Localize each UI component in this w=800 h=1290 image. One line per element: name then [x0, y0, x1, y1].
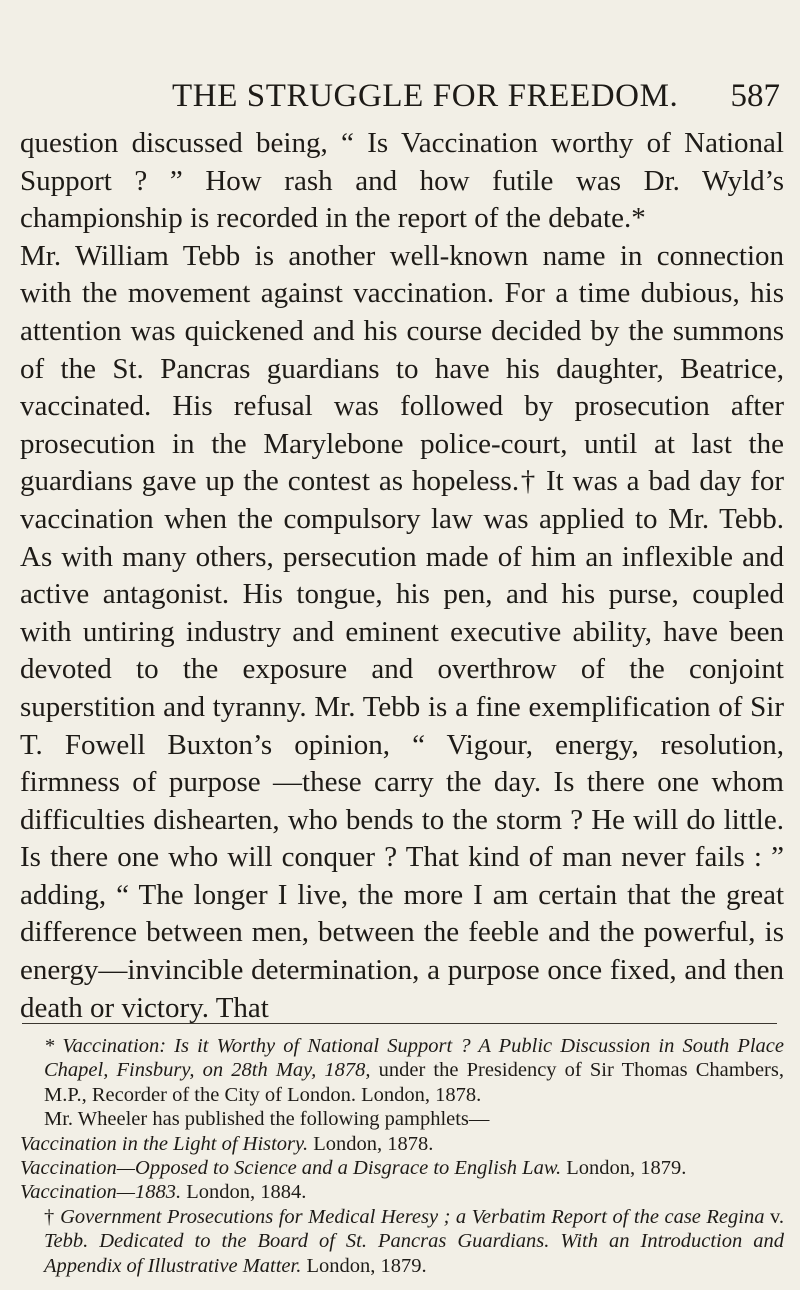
page-number: 587	[730, 78, 780, 114]
pamphlet-item	[20, 1156, 784, 1180]
pamphlet-rest: London, 1884.	[181, 1181, 307, 1204]
footnote-1-rest: under the Presidency of Sir Thomas Chambers, M.P., Recorder of the City of London. London, 1878.	[44, 1059, 784, 1106]
footnote-2-marker: †	[44, 1205, 55, 1228]
running-title: THE STRUGGLE FOR FREEDOM.	[172, 78, 679, 114]
footnote-1-marker: *	[44, 1035, 55, 1057]
footnotes	[20, 1034, 784, 1278]
paragraph-tebb: Mr. William Tebb is another well-known name in connection with the movement against vaccination. For a time dubious, his attention was quickened and his course decided by the summons of the St. Pancras guardians to have his daughter, Beatrice, vaccinated. His refusal was followed by prosecution after prosecution in the Marylebone police-court, until at last the guardians gave up the contest as hopeless.† It was a bad day for vaccination when the compulsory law was applied to Mr. Tebb. As with many others, persecution made of him an inflexible and active antagonist. His tongue, his pen, and his purse, coupled with untiring industry and eminent executive ability, have been devoted to the exposure and overthrow of the conjoint superstition and tyranny. Mr. Tebb is a fine exemplification of Sir T. Fowell Buxton’s opinion, “ Vigour, energy, resolution, firmness of purpose —these carry the day. Is there one whom difficulties dishearten, who bends to the storm ? He will do little. Is there one who will conquer ? That kind of man never fails : ” adding, “ The longer I live, the more I am certain that the great difference between men, between the feeble and the powerful, is energy—invincible determination, a purpose once fixed, and then death or victory. That	[20, 239, 784, 1024]
footnote-2	[20, 1205, 784, 1278]
footnote-2-rest: London, 1879.	[301, 1254, 427, 1277]
footnote-2-mid: v.	[764, 1205, 785, 1228]
footnote-2-title-a: Government Prosecutions for Medical Heresy ; a Verbatim Report of the case Regina	[60, 1205, 765, 1228]
footnote-divider	[22, 1023, 777, 1024]
footnote-1-title: Vaccination: Is it Worthy of National Support ? A Public Discussion in South Place Chapel, Finsbury, on 28th May, 1878,	[44, 1035, 785, 1082]
pamphlet-rest: London, 1879.	[561, 1157, 687, 1180]
footnote-2-title-b: Tebb. Dedicated to the Board of St. Pancras Guardians. With an Introduction and Appendix of Illustrative Matter.	[44, 1230, 784, 1277]
paragraph-continuation: question discussed being, “ Is Vaccination worthy of National Support ? ” How rash and how futile was Dr. Wyld’s championship is recorded in the report of the debate.*	[20, 127, 784, 235]
footnote-1	[20, 1034, 784, 1107]
wheeler-intro: Mr. Wheeler has published the following pamphlets—	[44, 1108, 490, 1131]
pamphlet-title: Vaccination in the Light of History.	[20, 1132, 309, 1155]
pamphlet-item	[20, 1132, 784, 1156]
pamphlet-title: Vaccination—1883.	[20, 1181, 182, 1204]
pamphlet-item	[20, 1180, 784, 1204]
pamphlet-rest: London, 1878.	[308, 1132, 434, 1155]
page-header	[0, 78, 800, 118]
pamphlet-title: Vaccination—Opposed to Science and a Disgrace to English Law.	[20, 1157, 562, 1180]
main-text	[20, 125, 784, 1027]
